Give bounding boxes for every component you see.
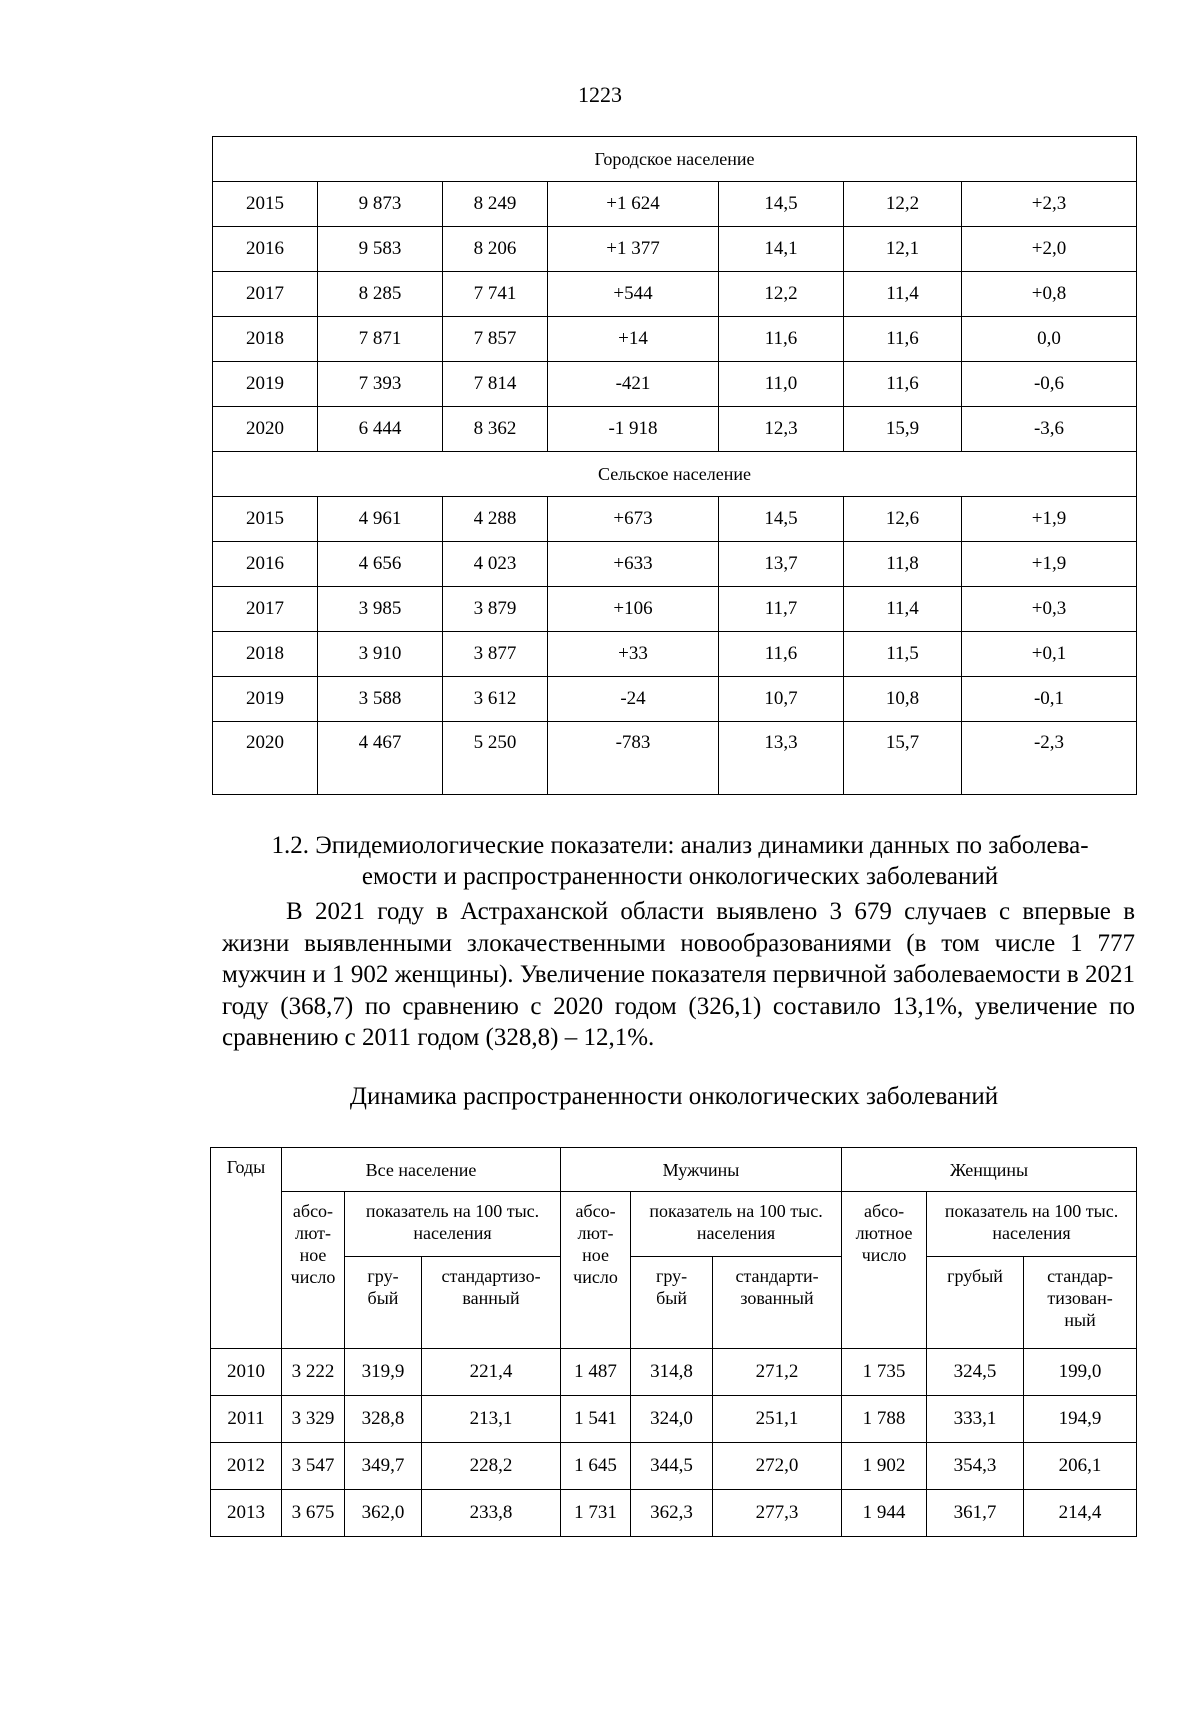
table-cell: 3 675 bbox=[282, 1490, 345, 1537]
table-cell: 11,6 bbox=[719, 632, 844, 677]
table-cell: 228,2 bbox=[422, 1443, 561, 1490]
table-cell: 9 873 bbox=[318, 182, 443, 227]
section-paragraph bbox=[222, 896, 1135, 1054]
table-cell: 324,5 bbox=[927, 1349, 1024, 1396]
table-cell: -783 bbox=[548, 722, 719, 795]
table-cell: 0,0 bbox=[962, 317, 1137, 362]
table-row bbox=[213, 722, 1137, 795]
table-cell: 8 362 bbox=[443, 407, 548, 452]
header-rate-all: показатель на 100 тыс. населения bbox=[345, 1192, 561, 1257]
table-cell: -24 bbox=[548, 677, 719, 722]
table-cell: 4 656 bbox=[318, 542, 443, 587]
table-cell: 2017 bbox=[213, 272, 318, 317]
table-cell: 1 944 bbox=[842, 1490, 927, 1537]
header-abs-women: абсо- лютное число bbox=[842, 1192, 927, 1349]
table-cell: 2019 bbox=[213, 362, 318, 407]
table-cell: 4 288 bbox=[443, 497, 548, 542]
table-cell: +1,9 bbox=[962, 542, 1137, 587]
table-cell: 7 857 bbox=[443, 317, 548, 362]
table-cell: 11,5 bbox=[844, 632, 962, 677]
table-cell: 362,3 bbox=[631, 1490, 713, 1537]
header-abs-all: абсо- лют- ное число bbox=[282, 1192, 345, 1349]
header-rate-men: показатель на 100 тыс. населения bbox=[631, 1192, 842, 1257]
table-cell: 2016 bbox=[213, 542, 318, 587]
table-cell: -1 918 bbox=[548, 407, 719, 452]
table-cell: 14,5 bbox=[719, 182, 844, 227]
table-cell: +106 bbox=[548, 587, 719, 632]
table-cell: 3 985 bbox=[318, 587, 443, 632]
table-cell: 9 583 bbox=[318, 227, 443, 272]
page-number: 1223 bbox=[578, 82, 622, 107]
section-heading bbox=[225, 830, 1135, 892]
table-cell: 11,6 bbox=[844, 362, 962, 407]
table-cell: +544 bbox=[548, 272, 719, 317]
table-cell: 2013 bbox=[211, 1490, 282, 1537]
table-cell: 333,1 bbox=[927, 1396, 1024, 1443]
table-cell: 11,4 bbox=[844, 587, 962, 632]
table-cell: 314,8 bbox=[631, 1349, 713, 1396]
table-cell: 2015 bbox=[213, 497, 318, 542]
table-cell: 3 547 bbox=[282, 1443, 345, 1490]
table-row bbox=[213, 677, 1137, 722]
table-cell: 1 735 bbox=[842, 1349, 927, 1396]
table-cell: 10,7 bbox=[719, 677, 844, 722]
table-cell: 11,6 bbox=[719, 317, 844, 362]
table-cell: 3 910 bbox=[318, 632, 443, 677]
table-cell: -421 bbox=[548, 362, 719, 407]
table-cell: 361,7 bbox=[927, 1490, 1024, 1537]
table-cell: 11,8 bbox=[844, 542, 962, 587]
table-row bbox=[211, 1349, 1137, 1396]
header-all-population: Все население bbox=[282, 1148, 561, 1192]
table-cell: 206,1 bbox=[1024, 1443, 1137, 1490]
table-cell: +14 bbox=[548, 317, 719, 362]
table-cell: +673 bbox=[548, 497, 719, 542]
table-cell: 1 645 bbox=[561, 1443, 631, 1490]
table-cell: +1,9 bbox=[962, 497, 1137, 542]
header-row-2 bbox=[211, 1192, 1137, 1257]
table-cell: +0,8 bbox=[962, 272, 1137, 317]
table-cell: 3 329 bbox=[282, 1396, 345, 1443]
table-cell: 233,8 bbox=[422, 1490, 561, 1537]
table-cell: 2010 bbox=[211, 1349, 282, 1396]
header-men: Мужчины bbox=[561, 1148, 842, 1192]
table-cell: 277,3 bbox=[713, 1490, 842, 1537]
table-cell: 4 023 bbox=[443, 542, 548, 587]
table-row bbox=[213, 632, 1137, 677]
table-cell: 2017 bbox=[213, 587, 318, 632]
table-row bbox=[213, 542, 1137, 587]
table-cell: 12,3 bbox=[719, 407, 844, 452]
header-crude-all: гру- бый bbox=[345, 1257, 422, 1349]
table-row bbox=[211, 1443, 1137, 1490]
table-cell: 12,6 bbox=[844, 497, 962, 542]
section-title: Городское население bbox=[213, 137, 1137, 182]
table-cell: 2019 bbox=[213, 677, 318, 722]
table-cell: 5 250 bbox=[443, 722, 548, 795]
table-cell: -3,6 bbox=[962, 407, 1137, 452]
header-std-women: стандар- тизован- ный bbox=[1024, 1257, 1137, 1349]
table-cell: 7 871 bbox=[318, 317, 443, 362]
table-cell: 1 731 bbox=[561, 1490, 631, 1537]
table-cell: 251,1 bbox=[713, 1396, 842, 1443]
table-cell: 11,4 bbox=[844, 272, 962, 317]
prevalence-table bbox=[210, 1147, 1137, 1537]
table-cell: 15,7 bbox=[844, 722, 962, 795]
table-cell: 2015 bbox=[213, 182, 318, 227]
table-cell: 10,8 bbox=[844, 677, 962, 722]
table-cell: 2016 bbox=[213, 227, 318, 272]
table-cell: 15,9 bbox=[844, 407, 962, 452]
table-cell: 13,3 bbox=[719, 722, 844, 795]
table-cell: 3 612 bbox=[443, 677, 548, 722]
table-cell: 199,0 bbox=[1024, 1349, 1137, 1396]
table-cell: 214,4 bbox=[1024, 1490, 1137, 1537]
header-years: Годы bbox=[211, 1148, 282, 1349]
table-row bbox=[213, 317, 1137, 362]
section-header-row bbox=[213, 452, 1137, 497]
table-cell: 7 393 bbox=[318, 362, 443, 407]
section-title: Сельское население bbox=[213, 452, 1137, 497]
table-cell: 1 541 bbox=[561, 1396, 631, 1443]
table-row bbox=[213, 362, 1137, 407]
table-cell: 2018 bbox=[213, 632, 318, 677]
table-cell: 8 285 bbox=[318, 272, 443, 317]
table-cell: 11,7 bbox=[719, 587, 844, 632]
table-cell: 2020 bbox=[213, 407, 318, 452]
table-row bbox=[213, 182, 1137, 227]
header-std-all: стандартизо- ванный bbox=[422, 1257, 561, 1349]
table-cell: 221,4 bbox=[422, 1349, 561, 1396]
table-cell: +0,1 bbox=[962, 632, 1137, 677]
table-cell: 12,1 bbox=[844, 227, 962, 272]
table-cell: +33 bbox=[548, 632, 719, 677]
table-cell: 11,0 bbox=[719, 362, 844, 407]
table-cell: 213,1 bbox=[422, 1396, 561, 1443]
table-cell: 1 902 bbox=[842, 1443, 927, 1490]
table-row bbox=[213, 272, 1137, 317]
table-cell: 194,9 bbox=[1024, 1396, 1137, 1443]
table-cell: 13,7 bbox=[719, 542, 844, 587]
table-cell: +0,3 bbox=[962, 587, 1137, 632]
table-cell: +2,3 bbox=[962, 182, 1137, 227]
table-row bbox=[213, 587, 1137, 632]
table-cell: 272,0 bbox=[713, 1443, 842, 1490]
table-cell: 2020 bbox=[213, 722, 318, 795]
table-cell: +2,0 bbox=[962, 227, 1137, 272]
table-cell: 8 206 bbox=[443, 227, 548, 272]
table-cell: 7 741 bbox=[443, 272, 548, 317]
table-cell: 8 249 bbox=[443, 182, 548, 227]
table-cell: -0,1 bbox=[962, 677, 1137, 722]
table-cell: 1 788 bbox=[842, 1396, 927, 1443]
section-heading-line-1: 1.2. Эпидемиологические показатели: анализ динамики данных по заболева- bbox=[271, 832, 1089, 859]
table-cell: 6 444 bbox=[318, 407, 443, 452]
header-women: Женщины bbox=[842, 1148, 1137, 1192]
table-cell: 319,9 bbox=[345, 1349, 422, 1396]
table-cell: 2011 bbox=[211, 1396, 282, 1443]
table-row bbox=[213, 227, 1137, 272]
table-cell: 14,1 bbox=[719, 227, 844, 272]
table-cell: 2018 bbox=[213, 317, 318, 362]
table-cell: 3 879 bbox=[443, 587, 548, 632]
population-table bbox=[212, 136, 1137, 795]
table-cell: 1 487 bbox=[561, 1349, 631, 1396]
table-cell: 14,5 bbox=[719, 497, 844, 542]
table-cell: 271,2 bbox=[713, 1349, 842, 1396]
table-cell: 4 467 bbox=[318, 722, 443, 795]
header-abs-men: абсо- лют- ное число bbox=[561, 1192, 631, 1349]
table-cell: 7 814 bbox=[443, 362, 548, 407]
table-cell: 362,0 bbox=[345, 1490, 422, 1537]
paragraph-text: В 2021 году в Астраханской области выявлено 3 679 случаев с впервые в жизни выявленными злокачественными новообразованиями (в том числе 1 777 мужчин и 1 902 женщины). Увеличение показателя первичной заболеваемости в 2021 году (368,7) по сравнению с 2020 годом (326,1) составило 13,1%, увеличение по сравнению с 2011 годом (328,8) – 12,1%. bbox=[222, 898, 1135, 1051]
table-row bbox=[213, 497, 1137, 542]
table2-title: Динамика распространенности онкологических заболеваний bbox=[349, 1083, 999, 1110]
section-heading-line-2: емости и распространенности онкологических заболеваний bbox=[361, 863, 999, 890]
table-cell: 3 222 bbox=[282, 1349, 345, 1396]
table-cell: 324,0 bbox=[631, 1396, 713, 1443]
header-rate-women: показатель на 100 тыс. населения bbox=[927, 1192, 1137, 1257]
table-cell: 3 588 bbox=[318, 677, 443, 722]
header-row-1 bbox=[211, 1148, 1137, 1192]
table-cell: +1 624 bbox=[548, 182, 719, 227]
header-std-men: стандарти- зованный bbox=[713, 1257, 842, 1349]
table-row bbox=[211, 1490, 1137, 1537]
table-cell: 354,3 bbox=[927, 1443, 1024, 1490]
table-row bbox=[213, 407, 1137, 452]
table-cell: +633 bbox=[548, 542, 719, 587]
table-cell: 344,5 bbox=[631, 1443, 713, 1490]
table-cell: 349,7 bbox=[345, 1443, 422, 1490]
table-cell: +1 377 bbox=[548, 227, 719, 272]
header-crude-women: грубый bbox=[927, 1257, 1024, 1349]
table-row bbox=[211, 1396, 1137, 1443]
table-cell: -0,6 bbox=[962, 362, 1137, 407]
table-cell: 328,8 bbox=[345, 1396, 422, 1443]
section-header-row bbox=[213, 137, 1137, 182]
table-cell: 12,2 bbox=[844, 182, 962, 227]
header-row-3 bbox=[211, 1257, 1137, 1349]
table-cell: 11,6 bbox=[844, 317, 962, 362]
table-cell: -2,3 bbox=[962, 722, 1137, 795]
table-cell: 12,2 bbox=[719, 272, 844, 317]
table-cell: 4 961 bbox=[318, 497, 443, 542]
table-cell: 3 877 bbox=[443, 632, 548, 677]
header-crude-men: гру- бый bbox=[631, 1257, 713, 1349]
table-cell: 2012 bbox=[211, 1443, 282, 1490]
